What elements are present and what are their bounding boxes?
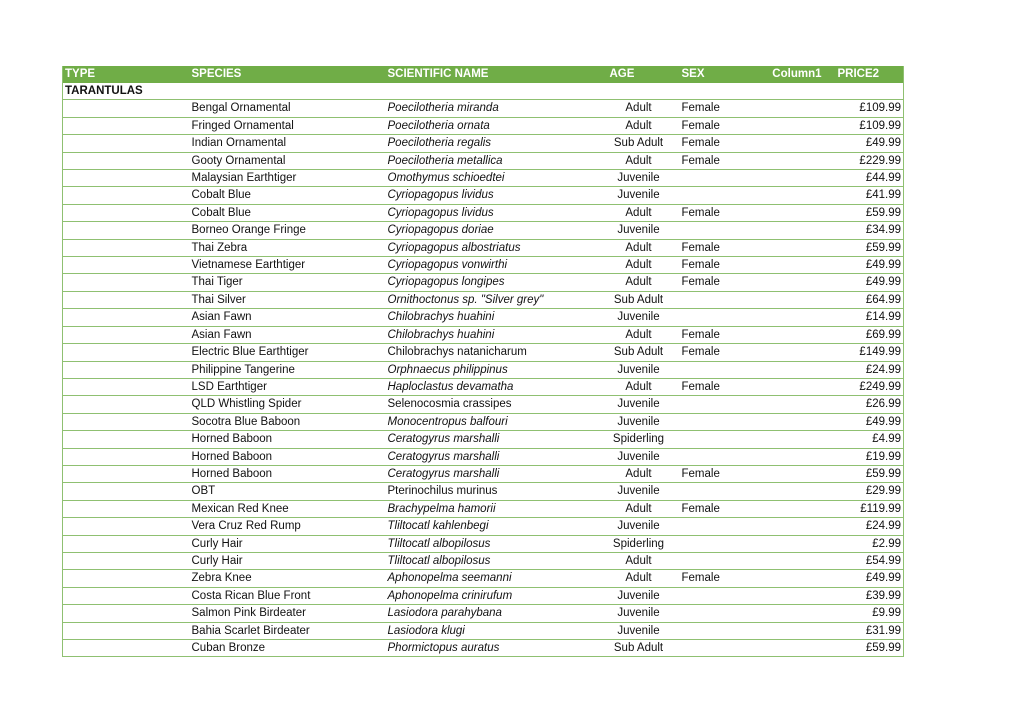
price-cell[interactable]: £39.99 bbox=[865, 589, 901, 602]
table-row bbox=[63, 117, 904, 134]
price-cell[interactable]: £229.99 bbox=[859, 154, 901, 167]
age-cell[interactable]: Adult bbox=[625, 276, 652, 289]
column1-cell[interactable] bbox=[766, 117, 824, 134]
sex-cell[interactable] bbox=[680, 587, 766, 604]
type-cell[interactable] bbox=[63, 187, 190, 204]
price-cell[interactable]: £4.99 bbox=[872, 433, 901, 446]
type-cell[interactable] bbox=[63, 465, 190, 482]
table-row bbox=[63, 239, 904, 256]
species-cell[interactable]: Mexican Red Knee bbox=[191, 502, 289, 515]
type-cell[interactable] bbox=[63, 274, 190, 291]
age-cell[interactable]: Juvenile bbox=[617, 363, 660, 376]
price-cell[interactable]: £59.99 bbox=[865, 642, 901, 654]
scientific-name-cell[interactable]: Tliltocatl albopilosus bbox=[387, 554, 491, 567]
species-cell[interactable]: Costa Rican Blue Front bbox=[191, 589, 311, 602]
header-scientific-name[interactable]: SCIENTIFIC NAME bbox=[386, 66, 598, 83]
column1-cell[interactable] bbox=[766, 326, 824, 343]
sex-cell[interactable]: Female bbox=[681, 102, 720, 115]
sex-cell[interactable]: Female bbox=[681, 572, 720, 585]
column1-cell[interactable] bbox=[766, 535, 824, 552]
price-cell[interactable]: £14.99 bbox=[865, 311, 901, 324]
column1-cell[interactable] bbox=[766, 170, 824, 187]
scientific-name-cell[interactable]: Ceratogyrus marshalli bbox=[387, 433, 500, 446]
table-row bbox=[63, 396, 904, 413]
scientific-name-cell[interactable]: Chilobrachys huahini bbox=[387, 328, 495, 341]
species-cell[interactable]: Horned Baboon bbox=[191, 433, 273, 446]
scientific-name-cell[interactable]: Cyriopagopus lividus bbox=[387, 206, 494, 219]
scientific-name-cell[interactable]: Pterinochilus murinus bbox=[387, 485, 498, 498]
column1-cell[interactable] bbox=[766, 135, 824, 152]
age-cell[interactable]: Juvenile bbox=[617, 607, 660, 620]
type-cell[interactable] bbox=[63, 361, 190, 378]
table-row bbox=[63, 640, 904, 657]
column1-cell[interactable] bbox=[766, 587, 824, 604]
price-cell[interactable]: £19.99 bbox=[865, 450, 901, 463]
column1-cell[interactable] bbox=[766, 396, 824, 413]
table-row bbox=[63, 587, 904, 604]
age-cell[interactable]: Adult bbox=[625, 328, 652, 341]
column1-cell[interactable] bbox=[766, 431, 824, 448]
sex-cell[interactable] bbox=[680, 187, 766, 204]
species-cell[interactable]: Bahia Scarlet Birdeater bbox=[191, 624, 310, 637]
table-row bbox=[63, 326, 904, 343]
age-cell[interactable]: Juvenile bbox=[617, 172, 660, 185]
sex-cell[interactable]: Female bbox=[681, 467, 720, 480]
scientific-name-cell[interactable]: Poecilotheria regalis bbox=[387, 137, 492, 150]
price-cell[interactable]: £44.99 bbox=[865, 172, 901, 185]
age-cell[interactable]: Sub Adult bbox=[613, 346, 664, 359]
sex-cell[interactable] bbox=[680, 361, 766, 378]
table-row bbox=[63, 483, 904, 500]
price-cell[interactable]: £9.99 bbox=[872, 607, 901, 620]
table-row bbox=[63, 100, 904, 117]
species-cell[interactable]: Thai Silver bbox=[191, 293, 246, 306]
table-row bbox=[63, 274, 904, 291]
column1-cell[interactable] bbox=[766, 413, 824, 430]
sex-cell[interactable] bbox=[680, 552, 766, 569]
price-cell[interactable]: £109.99 bbox=[859, 119, 901, 132]
type-cell[interactable] bbox=[63, 431, 190, 448]
scientific-name-cell[interactable]: Poecilotheria miranda bbox=[387, 102, 499, 115]
table-row bbox=[63, 257, 904, 274]
species-cell[interactable]: Indian Ornamental bbox=[191, 137, 287, 150]
table-row bbox=[63, 361, 904, 378]
species-cell[interactable]: Gooty Ornamental bbox=[191, 154, 286, 167]
type-cell[interactable] bbox=[63, 605, 190, 622]
species-cell[interactable]: Curly Hair bbox=[191, 554, 243, 567]
scientific-name-cell[interactable]: Orphnaecus philippinus bbox=[387, 363, 508, 376]
scientific-name-cell[interactable]: Cyriopagopus albostriatus bbox=[387, 241, 521, 254]
age-cell[interactable]: Adult bbox=[625, 154, 652, 167]
column1-cell[interactable] bbox=[766, 570, 824, 587]
type-cell[interactable] bbox=[63, 117, 190, 134]
age-cell[interactable]: Adult bbox=[625, 502, 652, 515]
type-cell[interactable] bbox=[63, 222, 190, 239]
table-row bbox=[63, 204, 904, 221]
age-cell[interactable]: Adult bbox=[625, 102, 652, 115]
species-cell[interactable]: Malaysian Earthtiger bbox=[191, 172, 297, 185]
type-cell[interactable] bbox=[63, 413, 190, 430]
age-cell[interactable]: Juvenile bbox=[617, 415, 660, 428]
table-row bbox=[63, 344, 904, 361]
price-cell[interactable]: £54.99 bbox=[865, 554, 901, 567]
age-cell[interactable]: Sub Adult bbox=[613, 642, 664, 654]
header-sex[interactable]: SEX bbox=[680, 66, 766, 83]
column1-cell[interactable] bbox=[766, 291, 824, 308]
price-cell[interactable]: £59.99 bbox=[865, 467, 901, 480]
column1-cell[interactable] bbox=[766, 500, 824, 517]
price-cell[interactable]: £31.99 bbox=[865, 624, 901, 637]
species-cell[interactable]: Asian Fawn bbox=[191, 328, 252, 341]
age-cell[interactable]: Juvenile bbox=[617, 624, 660, 637]
sex-cell[interactable] bbox=[680, 291, 766, 308]
type-cell[interactable] bbox=[63, 257, 190, 274]
sex-cell[interactable]: Female bbox=[681, 119, 720, 132]
species-cell[interactable]: Electric Blue Earthtiger bbox=[191, 346, 309, 359]
age-cell[interactable]: Spiderling bbox=[612, 537, 665, 550]
age-cell[interactable]: Adult bbox=[625, 467, 652, 480]
type-cell[interactable] bbox=[63, 396, 190, 413]
table-row bbox=[63, 622, 904, 639]
column1-cell[interactable] bbox=[766, 344, 824, 361]
price-cell[interactable]: £59.99 bbox=[865, 241, 901, 254]
price-cell[interactable]: £26.99 bbox=[865, 398, 901, 411]
header-age[interactable]: AGE bbox=[598, 66, 680, 83]
table-row bbox=[63, 448, 904, 465]
age-cell[interactable]: Adult bbox=[625, 206, 652, 219]
price-cell[interactable]: £119.99 bbox=[860, 502, 901, 515]
price-cell[interactable]: £49.99 bbox=[865, 276, 901, 289]
scientific-name-cell[interactable]: Cyriopagopus longipes bbox=[387, 276, 505, 289]
sex-cell[interactable] bbox=[680, 535, 766, 552]
type-cell[interactable] bbox=[63, 170, 190, 187]
table-row bbox=[63, 500, 904, 517]
species-cell[interactable]: Zebra Knee bbox=[191, 572, 252, 585]
type-cell[interactable] bbox=[63, 152, 190, 169]
age-cell[interactable]: Adult bbox=[625, 241, 652, 254]
species-cell[interactable]: LSD Earthtiger bbox=[191, 380, 267, 393]
age-cell[interactable]: Juvenile bbox=[617, 485, 660, 498]
sex-cell[interactable]: Female bbox=[681, 276, 720, 289]
scientific-name-cell[interactable]: Brachypelma hamorii bbox=[387, 502, 496, 515]
sex-cell[interactable] bbox=[680, 640, 766, 657]
type-cell[interactable] bbox=[63, 483, 190, 500]
scientific-name-cell[interactable]: Chilobrachys huahini bbox=[387, 311, 495, 324]
scientific-name-cell[interactable]: Ceratogyrus marshalli bbox=[387, 467, 500, 480]
sex-cell[interactable] bbox=[680, 170, 766, 187]
scientific-name-cell[interactable]: Ceratogyrus marshalli bbox=[387, 450, 500, 463]
scientific-name-cell[interactable]: Tliltocatl albopilosus bbox=[387, 537, 491, 550]
type-cell[interactable] bbox=[63, 500, 190, 517]
column1-cell[interactable] bbox=[766, 605, 824, 622]
scientific-name-cell[interactable]: Lasiodora parahybana bbox=[387, 607, 502, 620]
table-row bbox=[63, 152, 904, 169]
sex-cell[interactable] bbox=[680, 431, 766, 448]
species-cell[interactable]: Salmon Pink Birdeater bbox=[191, 607, 306, 620]
species-cell[interactable]: OBT bbox=[191, 485, 216, 498]
type-cell[interactable] bbox=[63, 640, 190, 657]
type-cell[interactable] bbox=[63, 570, 190, 587]
age-cell[interactable]: Adult bbox=[625, 119, 652, 132]
scientific-name-cell[interactable]: Poecilotheria ornata bbox=[387, 119, 490, 132]
column1-cell[interactable] bbox=[766, 239, 824, 256]
type-cell[interactable] bbox=[63, 622, 190, 639]
sex-cell[interactable]: Female bbox=[681, 346, 720, 359]
price-cell[interactable]: £49.99 bbox=[865, 137, 901, 150]
sex-cell[interactable] bbox=[680, 622, 766, 639]
column1-cell[interactable] bbox=[766, 100, 824, 117]
type-cell[interactable] bbox=[63, 291, 190, 308]
header-price[interactable]: PRICE2 bbox=[824, 66, 904, 83]
species-cell[interactable]: Thai Tiger bbox=[191, 276, 243, 289]
species-cell[interactable]: Vietnamese Earthtiger bbox=[191, 259, 306, 272]
sex-cell[interactable]: Female bbox=[681, 259, 720, 272]
type-cell[interactable] bbox=[63, 135, 190, 152]
column1-cell[interactable] bbox=[766, 204, 824, 221]
price-cell[interactable]: £24.99 bbox=[865, 520, 901, 533]
table-row bbox=[63, 465, 904, 482]
species-cell[interactable]: Socotra Blue Baboon bbox=[191, 415, 301, 428]
price-cell[interactable]: £59.99 bbox=[865, 206, 901, 219]
column1-cell[interactable] bbox=[766, 309, 824, 326]
scientific-name-cell[interactable]: Cyriopagopus doriae bbox=[387, 224, 494, 237]
scientific-name-cell[interactable]: Chilobrachys natanicharum bbox=[387, 346, 527, 359]
species-cell[interactable]: Horned Baboon bbox=[191, 467, 273, 480]
species-cell[interactable]: Thai Zebra bbox=[191, 241, 248, 254]
price-cell[interactable]: £41.99 bbox=[865, 189, 901, 202]
price-cell[interactable]: £49.99 bbox=[865, 259, 901, 272]
column1-cell[interactable] bbox=[766, 187, 824, 204]
age-cell[interactable]: Adult bbox=[625, 259, 652, 272]
price-cell[interactable]: £49.99 bbox=[865, 415, 901, 428]
type-cell[interactable] bbox=[63, 100, 190, 117]
sex-cell[interactable]: Female bbox=[681, 137, 720, 150]
column1-cell[interactable] bbox=[766, 361, 824, 378]
species-cell[interactable]: Curly Hair bbox=[191, 537, 243, 550]
species-cell[interactable]: QLD Whistling Spider bbox=[191, 398, 302, 411]
table-row bbox=[63, 378, 904, 395]
price-list-table bbox=[62, 66, 904, 657]
age-cell[interactable]: Spiderling bbox=[612, 433, 665, 446]
type-cell[interactable] bbox=[63, 204, 190, 221]
column1-cell[interactable] bbox=[766, 222, 824, 239]
table-row bbox=[63, 431, 904, 448]
species-cell[interactable]: Cobalt Blue bbox=[191, 189, 251, 202]
scientific-name-cell[interactable]: Poecilotheria metallica bbox=[387, 154, 503, 167]
price-cell[interactable]: £49.99 bbox=[865, 572, 901, 585]
sex-cell[interactable]: Female bbox=[681, 206, 720, 219]
column1-cell[interactable] bbox=[766, 378, 824, 395]
price-cell[interactable]: £34.99 bbox=[865, 224, 901, 237]
sex-cell[interactable] bbox=[680, 309, 766, 326]
species-cell[interactable]: Asian Fawn bbox=[191, 311, 252, 324]
scientific-name-cell[interactable]: Selenocosmia crassipes bbox=[387, 398, 512, 411]
table-row bbox=[63, 187, 904, 204]
sex-cell[interactable] bbox=[680, 605, 766, 622]
sex-cell[interactable]: Female bbox=[681, 380, 720, 393]
table-row bbox=[63, 570, 904, 587]
type-cell[interactable] bbox=[63, 535, 190, 552]
column1-cell[interactable] bbox=[766, 448, 824, 465]
type-cell[interactable] bbox=[63, 344, 190, 361]
sex-cell[interactable]: Female bbox=[681, 154, 720, 167]
price-cell[interactable]: £69.99 bbox=[865, 328, 901, 341]
column1-cell[interactable] bbox=[766, 274, 824, 291]
column1-cell[interactable] bbox=[766, 518, 824, 535]
age-cell[interactable]: Juvenile bbox=[617, 398, 660, 411]
species-cell[interactable]: Bengal Ornamental bbox=[191, 102, 291, 115]
species-cell[interactable]: Vera Cruz Red Rump bbox=[191, 520, 301, 533]
price-cell[interactable]: £149.99 bbox=[859, 346, 901, 359]
column1-cell[interactable] bbox=[766, 552, 824, 569]
header-row bbox=[63, 66, 904, 83]
price-cell[interactable]: £24.99 bbox=[865, 363, 901, 376]
species-cell[interactable]: Horned Baboon bbox=[191, 450, 273, 463]
table-row bbox=[63, 309, 904, 326]
section-row bbox=[63, 83, 904, 100]
price-cell[interactable]: £249.99 bbox=[859, 380, 901, 393]
scientific-name-cell[interactable]: Tliltocatl kahlenbegi bbox=[387, 520, 489, 533]
age-cell[interactable]: Juvenile bbox=[617, 450, 660, 463]
type-cell[interactable] bbox=[63, 326, 190, 343]
scientific-name-cell[interactable]: Phormictopus auratus bbox=[387, 642, 500, 654]
sex-cell[interactable] bbox=[680, 518, 766, 535]
sex-cell[interactable] bbox=[680, 413, 766, 430]
age-cell[interactable]: Juvenile bbox=[617, 224, 660, 237]
type-cell[interactable] bbox=[63, 587, 190, 604]
header-type[interactable]: TYPE bbox=[63, 66, 190, 83]
age-cell[interactable]: Adult bbox=[625, 572, 652, 585]
age-cell[interactable]: Adult bbox=[625, 380, 652, 393]
scientific-name-cell[interactable]: Cyriopagopus vonwirthi bbox=[387, 259, 508, 272]
column1-cell[interactable] bbox=[766, 483, 824, 500]
scientific-name-cell[interactable]: Aphonopelma crinirufum bbox=[387, 589, 513, 602]
species-cell[interactable]: Borneo Orange Fringe bbox=[191, 224, 306, 237]
species-cell[interactable]: Fringed Ornamental bbox=[191, 119, 294, 132]
table-row bbox=[63, 535, 904, 552]
price-cell[interactable]: £29.99 bbox=[865, 485, 901, 498]
sex-cell[interactable] bbox=[680, 483, 766, 500]
table-row bbox=[63, 170, 904, 187]
type-cell[interactable] bbox=[63, 239, 190, 256]
column1-cell[interactable] bbox=[766, 622, 824, 639]
species-cell[interactable]: Cobalt Blue bbox=[191, 206, 251, 219]
table-row bbox=[63, 605, 904, 622]
table-row bbox=[63, 518, 904, 535]
type-cell[interactable] bbox=[63, 378, 190, 395]
column1-cell[interactable] bbox=[766, 152, 824, 169]
price-cell[interactable]: £64.99 bbox=[865, 293, 901, 306]
type-cell[interactable] bbox=[63, 309, 190, 326]
sex-cell[interactable]: Female bbox=[681, 328, 720, 341]
age-cell[interactable]: Sub Adult bbox=[613, 293, 664, 306]
age-cell[interactable]: Juvenile bbox=[617, 189, 660, 202]
table-row bbox=[63, 413, 904, 430]
type-cell[interactable] bbox=[63, 518, 190, 535]
sex-cell[interactable] bbox=[680, 222, 766, 239]
scientific-name-cell[interactable]: Cyriopagopus lividus bbox=[387, 189, 494, 202]
species-cell[interactable]: Cuban Bronze bbox=[191, 642, 266, 654]
column1-cell[interactable] bbox=[766, 465, 824, 482]
table-row bbox=[63, 291, 904, 308]
price-cell[interactable]: £2.99 bbox=[872, 537, 901, 550]
age-cell[interactable]: Juvenile bbox=[617, 311, 660, 324]
age-cell[interactable]: Sub Adult bbox=[613, 137, 664, 150]
type-cell[interactable] bbox=[63, 448, 190, 465]
sex-cell[interactable]: Female bbox=[681, 502, 720, 515]
column1-cell[interactable] bbox=[766, 257, 824, 274]
scientific-name-cell[interactable]: Aphonopelma seemanni bbox=[387, 572, 512, 585]
scientific-name-cell[interactable]: Omothymus schioedtei bbox=[387, 172, 505, 185]
sex-cell[interactable] bbox=[680, 396, 766, 413]
scientific-name-cell[interactable]: Lasiodora klugi bbox=[387, 624, 465, 637]
table-row bbox=[63, 222, 904, 239]
scientific-name-cell[interactable]: Haploclastus devamatha bbox=[387, 380, 514, 393]
age-cell[interactable]: Juvenile bbox=[617, 520, 660, 533]
header-species[interactable]: SPECIES bbox=[190, 66, 386, 83]
table-row bbox=[63, 135, 904, 152]
column1-cell[interactable] bbox=[766, 640, 824, 657]
type-cell[interactable] bbox=[63, 552, 190, 569]
sex-cell[interactable] bbox=[680, 448, 766, 465]
price-cell[interactable]: £109.99 bbox=[859, 102, 901, 115]
species-cell[interactable]: Philippine Tangerine bbox=[191, 363, 295, 376]
header-column1[interactable]: Column1 bbox=[766, 66, 824, 83]
age-cell[interactable]: Adult bbox=[625, 554, 652, 567]
scientific-name-cell[interactable]: Monocentropus balfouri bbox=[387, 415, 508, 428]
scientific-name-cell[interactable]: Ornithoctonus sp. "Silver grey" bbox=[387, 293, 544, 306]
section-label: TARANTULAS bbox=[65, 85, 143, 97]
table-row bbox=[63, 552, 904, 569]
sex-cell[interactable]: Female bbox=[681, 241, 720, 254]
age-cell[interactable]: Juvenile bbox=[617, 589, 660, 602]
